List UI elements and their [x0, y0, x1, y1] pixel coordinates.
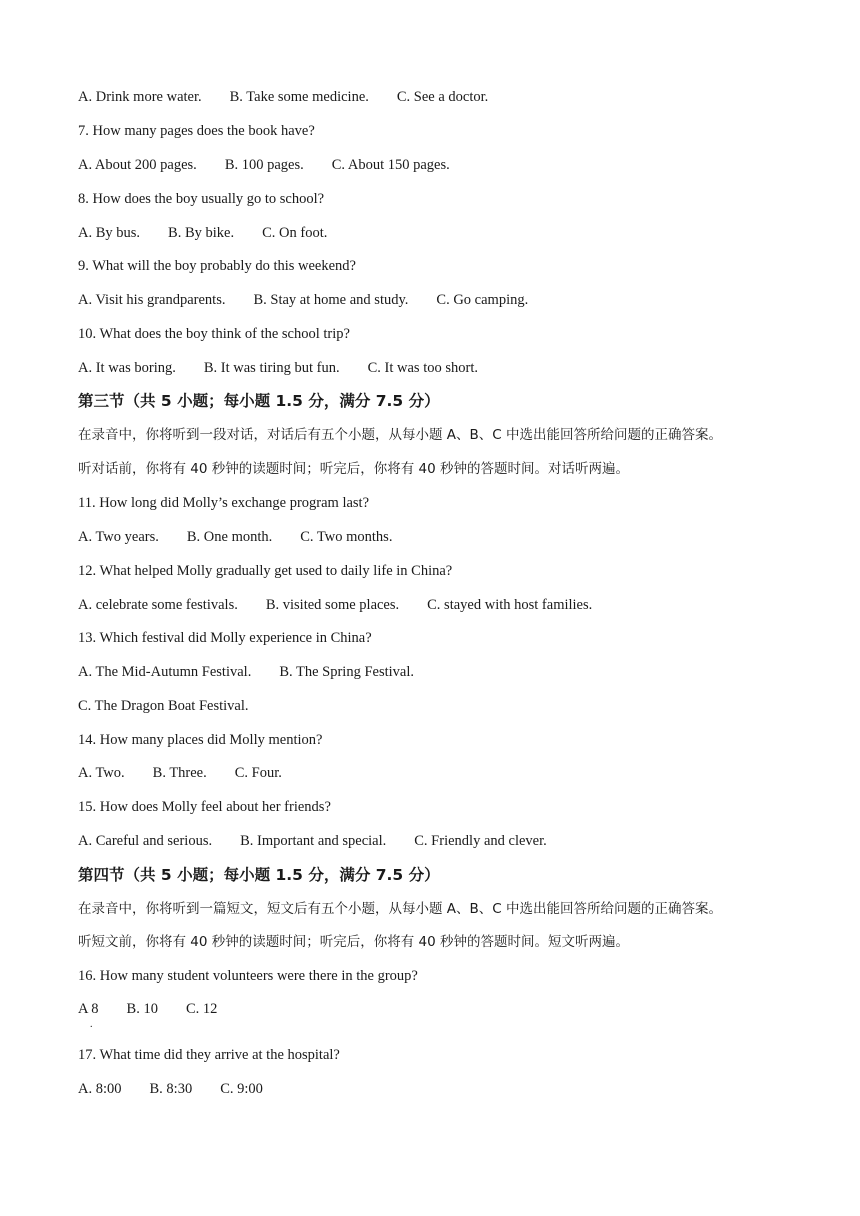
answer-option: A. Careful and serious. [78, 833, 213, 849]
answer-options [78, 155, 450, 175]
answer-option: C. Two months. [300, 529, 393, 545]
section-heading: 第四节（共 5 小题；每小题 1.5 分，满分 7.5 分） [78, 866, 440, 884]
answer-option: B. The Spring Festival. [279, 664, 414, 680]
section-instruction: 听短文前，你将有 40 秒钟的读题时间；听完后，你将有 40 秒钟的答题时间。短文听两遍。 [78, 934, 630, 950]
answer-options [78, 358, 478, 378]
question-text: 12. What helped Molly gradually get used to daily life in China? [78, 563, 453, 579]
answer-options [78, 527, 392, 547]
answer-options [78, 87, 488, 107]
answer-option: A 8 [78, 1001, 99, 1017]
answer-option: C. 12 [185, 1001, 218, 1017]
section-instruction: 听对话前，你将有 40 秒钟的读题时间；听完后，你将有 40 秒钟的答题时间。对话听两遍。 [78, 461, 630, 477]
answer-options [78, 831, 547, 851]
answer-option: B. One month. [186, 529, 273, 545]
answer-option: A. celebrate some festivals. [78, 597, 238, 613]
stray-dot: . [90, 1019, 93, 1030]
answer-option: C. Four. [234, 765, 282, 781]
answer-option: B. 10 [126, 1001, 158, 1017]
answer-option: C. The Dragon Boat Festival. [78, 698, 249, 714]
answer-option: B. Take some medicine. [229, 89, 369, 105]
question-text: 13. Which festival did Molly experience in China? [78, 630, 372, 646]
answer-option: A. Drink more water. [78, 89, 202, 105]
question-text: 8. How does the boy usually go to school? [78, 191, 325, 207]
answer-option: B. 8:30 [149, 1081, 193, 1097]
answer-option: B. Three. [152, 765, 207, 781]
section-heading: 第三节（共 5 小题；每小题 1.5 分，满分 7.5 分） [78, 392, 440, 410]
answer-option: A. Two. [78, 765, 125, 781]
answer-options [78, 763, 282, 783]
answer-options [78, 696, 249, 716]
answer-option: C. On foot. [262, 225, 328, 241]
answer-option: A. It was boring. [78, 360, 176, 376]
question-text: 14. How many places did Molly mention? [78, 732, 323, 748]
answer-options [78, 223, 327, 243]
section-instruction: 在录音中，你将听到一段对话，对话后有五个小题，从每小题 A、B、C 中选出能回答所给问题的正确答案。 [78, 427, 723, 443]
answer-option: A. Two years. [78, 529, 159, 545]
question-text: 16. How many student volunteers were there in the group? [78, 968, 418, 984]
answer-option: B. 100 pages. [224, 157, 304, 173]
question-text: 10. What does the boy think of the school trip? [78, 326, 350, 342]
question-text: 7. How many pages does the book have? [78, 123, 315, 139]
answer-options [78, 1079, 263, 1099]
answer-option: B. By bike. [168, 225, 235, 241]
answer-options [78, 595, 592, 615]
answer-option: B. Stay at home and study. [253, 292, 409, 308]
answer-option: A. Visit his grandparents. [78, 292, 226, 308]
answer-option: B. Important and special. [240, 833, 387, 849]
answer-option: C. It was too short. [367, 360, 478, 376]
answer-option: C. stayed with host families. [427, 597, 593, 613]
answer-option: A. By bus. [78, 225, 141, 241]
question-text: 11. How long did Molly’s exchange program last? [78, 495, 370, 511]
answer-option: A. 8:00 [78, 1081, 122, 1097]
answer-options [78, 290, 528, 310]
question-text: 17. What time did they arrive at the hospital? [78, 1047, 340, 1063]
answer-option: A. About 200 pages. [78, 157, 197, 173]
answer-option: C. Go camping. [436, 292, 529, 308]
answer-option: C. See a doctor. [396, 89, 489, 105]
question-text: 9. What will the boy probably do this weekend? [78, 258, 356, 274]
question-text: 15. How does Molly feel about her friends? [78, 799, 331, 815]
answer-option: B. It was tiring but fun. [203, 360, 340, 376]
answer-options [78, 999, 217, 1019]
answer-option: B. visited some places. [265, 597, 400, 613]
answer-option: C. About 150 pages. [331, 157, 450, 173]
answer-options [78, 662, 414, 682]
answer-option: A. The Mid-Autumn Festival. [78, 664, 252, 680]
answer-option: C. 9:00 [220, 1081, 263, 1097]
section-instruction: 在录音中，你将听到一篇短文，短文后有五个小题，从每小题 A、B、C 中选出能回答所给问题的正确答案。 [78, 901, 723, 917]
answer-option: C. Friendly and clever. [414, 833, 547, 849]
